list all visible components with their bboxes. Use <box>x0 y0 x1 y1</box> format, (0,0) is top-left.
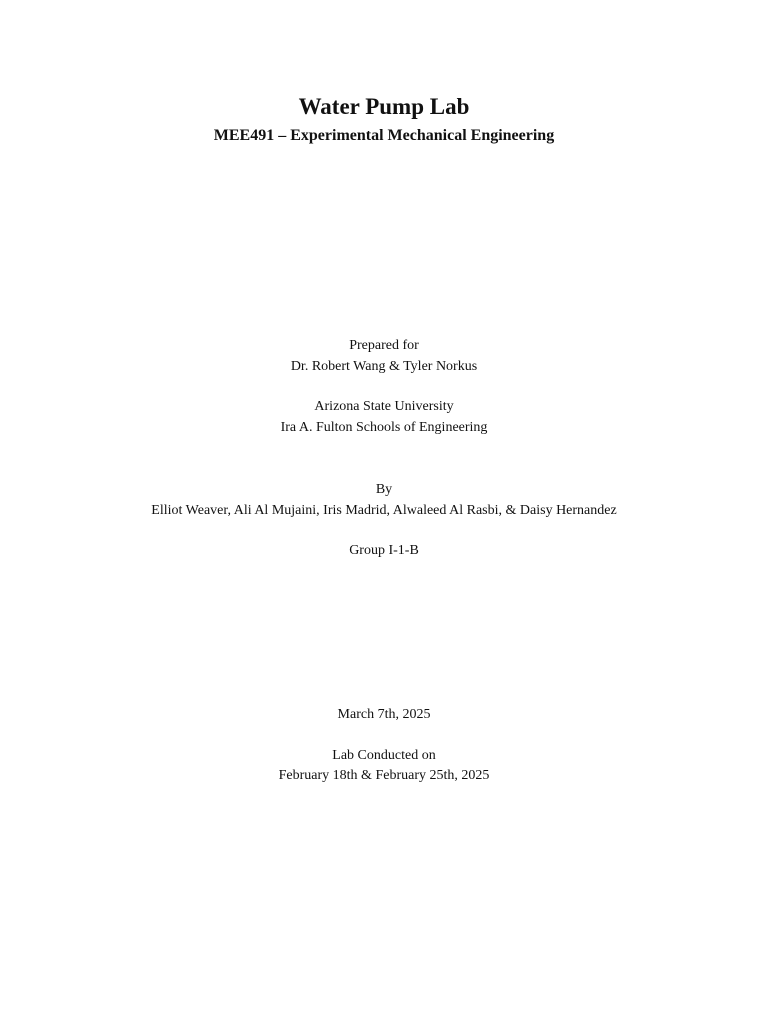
university-name: Arizona State University <box>314 399 454 414</box>
lab-dates: February 18th & February 25th, 2025 <box>278 768 490 783</box>
document-title: Water Pump Lab <box>298 94 470 119</box>
lab-conducted-label: Lab Conducted on <box>332 748 436 763</box>
author-list: Elliot Weaver, Ali Al Mujaini, Iris Madrid, Alwaleed Al Rasbi, & Daisy Hernandez <box>151 503 617 518</box>
group-name: Group I-1-B <box>349 543 419 558</box>
document-subtitle: MEE491 – Experimental Mechanical Engineering <box>213 127 555 144</box>
prepared-for-label: Prepared for <box>349 338 419 353</box>
prepared-for-names: Dr. Robert Wang & Tyler Norkus <box>290 359 478 374</box>
by-label: By <box>375 482 393 497</box>
school-name: Ira A. Fulton Schools of Engineering <box>280 420 488 435</box>
submission-date: March 7th, 2025 <box>337 707 431 722</box>
